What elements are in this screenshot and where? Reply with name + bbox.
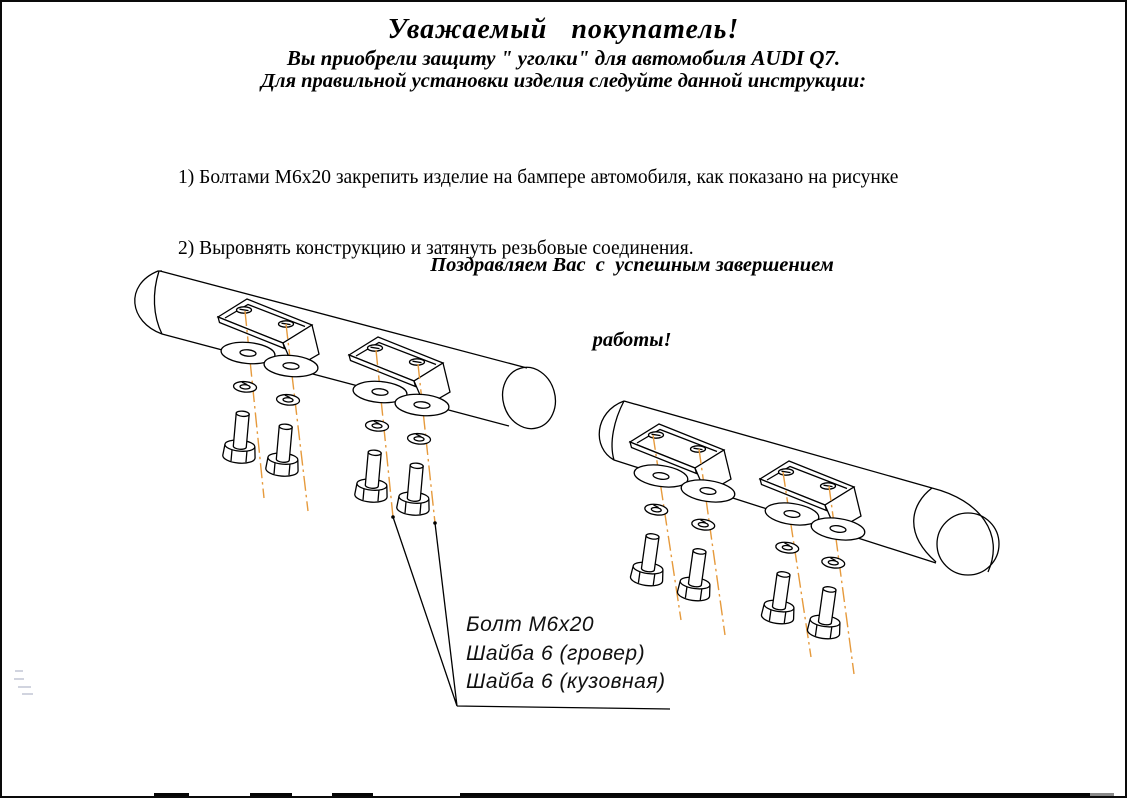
instruction-step-2: 2) Выровнять конструкцию и затянуть резьбовые соединения. <box>178 237 694 259</box>
scan-artifact <box>14 670 33 695</box>
fastener-stack <box>254 353 318 478</box>
left-guard-tube <box>135 271 563 435</box>
page-title: Уважаемый покупатель! <box>387 14 740 45</box>
callout-bolt-label: Болт М6х20 <box>466 613 595 636</box>
congratulation-line-1: Поздравляем Вас с успешным завершением <box>430 254 834 276</box>
congratulation-line-2: работы! <box>592 329 672 351</box>
fastener-stack <box>619 462 689 589</box>
page-subtitle-1: Вы приобрели защиту " уголки" для автомобиля AUDI Q7. <box>286 46 841 70</box>
instruction-step-1: 1) Болтами М6х20 закрепить изделие на бампере автомобиля, как показано на рисунке <box>178 167 899 188</box>
fastener-stack <box>666 477 736 604</box>
fastener-stack <box>385 392 449 517</box>
fastener-stack <box>796 515 866 642</box>
callout-spring-washer-label: Шайба 6 (гровер) <box>466 642 646 665</box>
fastener-stack <box>750 500 820 627</box>
page-subtitle-2: Для правильной установки изделия следуйте данной инструкции: <box>260 70 867 92</box>
callout-flat-washer-label: Шайба 6 (кузовная) <box>466 670 666 693</box>
fastener-stack <box>211 340 275 465</box>
footer-bars <box>154 793 1114 797</box>
